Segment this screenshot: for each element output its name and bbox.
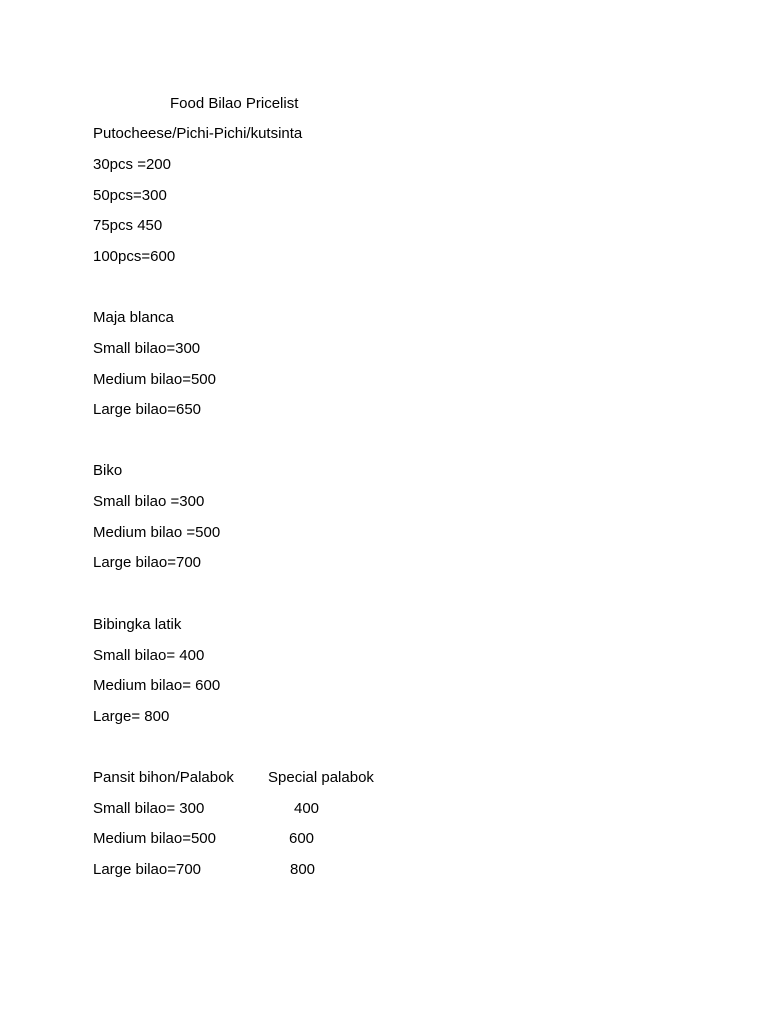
price-item: 100pcs=600 [93,248,176,265]
price-item: Medium bilao=500 [93,830,216,847]
price-item: Small bilao =300 [93,493,205,510]
section-heading-biko: Biko [93,462,123,479]
special-price-item: 400 [294,800,320,817]
price-item: 50pcs=300 [93,187,167,204]
price-item: 30pcs =200 [93,156,171,173]
document-title: Food Bilao Pricelist [170,95,299,112]
price-item: Large bilao=650 [93,401,202,418]
section-heading-bibingka: Bibingka latik [93,616,182,633]
section-heading-special-palabok: Special palabok [268,769,374,786]
price-item: Small bilao=300 [93,340,201,357]
section-heading-pansit: Pansit bihon/Palabok [93,769,234,786]
price-item: Medium bilao=500 [93,371,216,388]
special-price-item: 800 [290,861,316,878]
price-item: Small bilao= 400 [93,647,205,664]
price-item: Large= 800 [93,708,170,725]
price-item: Large bilao=700 [93,554,202,571]
price-item: Large bilao=700 [93,861,202,878]
price-item: Medium bilao =500 [93,524,221,541]
price-item: 75pcs 450 [93,217,163,234]
section-heading-maja-blanca: Maja blanca [93,309,174,326]
section-heading-putocheese: Putocheese/Pichi-Pichi/kutsinta [93,125,303,142]
price-item: Small bilao= 300 [93,800,205,817]
special-price-item: 600 [289,830,315,847]
price-item: Medium bilao= 600 [93,677,221,694]
